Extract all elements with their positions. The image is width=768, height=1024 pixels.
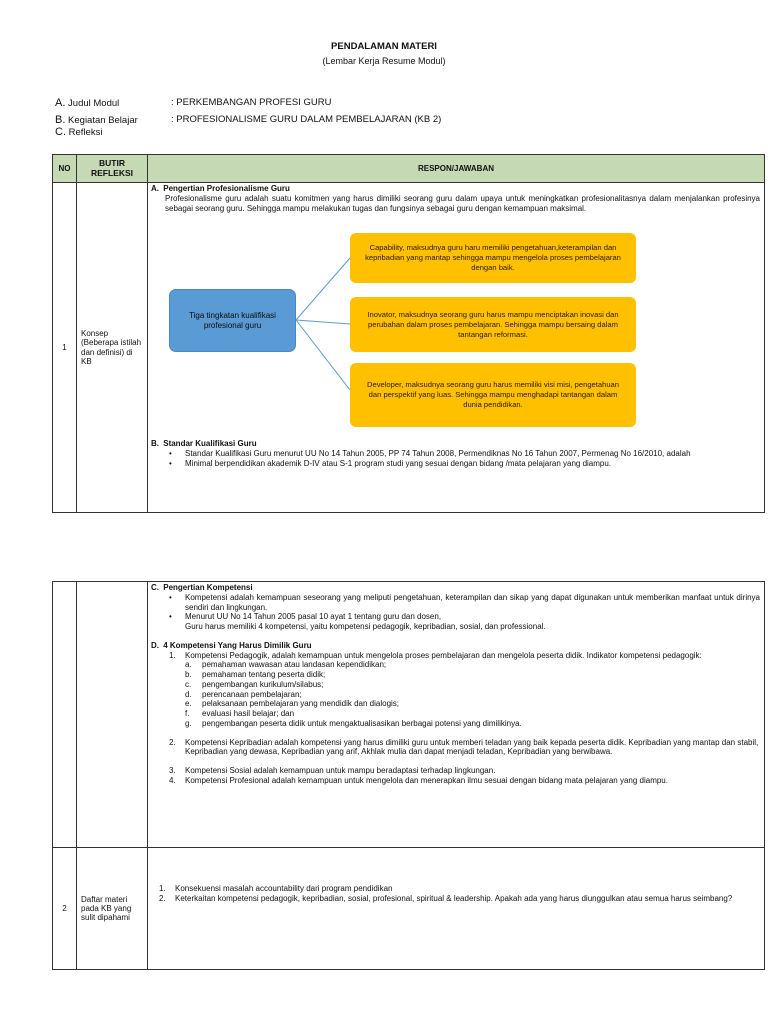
header-butir: BUTIR REFLEKSI [77, 155, 148, 183]
list-item: 1. Konsekuensi masalah accountability dari program pendidikan [159, 883, 393, 893]
list-item: • Standar Kualifikasi Guru menurut UU No 14 Tahun 2005, PP 74 Tahun 2008, Permendiknas No 16 Tahun 2007, Permenag No 16/2010, adalah [185, 449, 760, 459]
difficult-topics-list [151, 884, 760, 904]
list-item: 2. Kompetensi Kepribadian adalah kompetensi yang harus dimiliki guru untuk memberi teladan yang baik kepada peserta didik. Kepribadian yang mantap dan stabil, Kepribadian yang dewasa, Kepribadian yang arif, Akhlak mulia dan dapat menjadi teladan, Kepribadian yang berwibawa. [169, 737, 759, 757]
row-number: 2 [53, 848, 77, 970]
section-paragraph: Profesionalisme guru adalah suatu komitmen yang harus dimiliki seorang guru dalam upaya untuk meningkatkan profesionalitasnya dalam menjalankan profesinya sebagai seorang guru. Sehingga mampu melakukan tugas dan fungsinya sebagai guru dengan kemampuan maksimal. [165, 193, 760, 213]
developer-box: Developer, maksudnya seorang guru harus memiliki visi misi, pengetahuan dan perspektif yang luas. Sehingga mampu menghadapi tantangan dalam dunia pendidikan. [350, 363, 636, 427]
list-item: 1. Kompetensi Pedagogik, adalah kemampuan untuk mengelola proses pembelajaran dan mengelola peserta didik. Indikator kompetensi pedagogik: a. pemahaman wawasan atau landasan kependidikan; b. pemahaman tentang peserta didik; c. pengembangan kurikulum/silabus; d. perencanaan pembelajaran; e. pelaksanaan pembelajaran yang mendidik dan dialogis; f. evaluasi hasil belajar; dan g. pengembangan peserta didik untuk mengaktualisasikan berbagai potensi yang dimilikinya. [185, 651, 760, 729]
page-title: PENDALAMAN MATERI [331, 41, 437, 52]
inovator-box: Inovator, maksudnya seorang guru harus mampu menciptakan inovasi dan perubahan dalam proses pembelajaran. Sehingga mampu bersaing dalam tantangan reformasi. [350, 297, 636, 352]
sub-item: d. perencanaan pembelajaran; [185, 689, 302, 699]
list-item: • Minimal berpendidikan akademik D-IV atau S-1 program studi yang sesuai dengan bidang /mata pelajaran yang diampu. [185, 459, 760, 469]
section-heading: A. Pengertian Profesionalisme Guru [151, 184, 290, 193]
section-heading: D. 4 Kompetensi Yang Harus Dimilik Guru [151, 640, 312, 650]
meta-label: Kegiatan Belajar [68, 115, 138, 126]
competence-list [151, 593, 760, 622]
competence-note: Guru harus memiliki 4 kompetensi, yaitu kompetensi pedagogik, kepribadian, sosial, dan professional. [185, 622, 546, 631]
section-heading: B. Standar Kualifikasi Guru [151, 439, 257, 449]
sub-item: c. pengembangan kurikulum/silabus; [185, 679, 324, 689]
meta-value: : PROFESIONALISME GURU DALAM PEMBELAJARAN (KB 2) [171, 114, 442, 125]
reflection-table-1 [52, 154, 765, 513]
meta-label: Refleksi [68, 127, 103, 138]
pedagogic-indicators [185, 660, 760, 728]
section-heading: C. Pengertian Kompetensi [151, 583, 253, 592]
list-item: 3. Kompetensi Sosial adalah kemampuan untuk mampu beradaptasi terhadap lingkungan. [169, 766, 496, 775]
header-no: NO [53, 155, 77, 183]
header-respon: RESPON/JAWABAN [148, 155, 765, 183]
list-item: 4. Kompetensi Profesional adalah kemampuan untuk mengelola dan menerapkan ilmu sesuai dengan bidang mata pelajaran yang diampu. [169, 775, 668, 785]
sub-item: g. pengembangan peserta didik untuk mengaktualisasikan berbagai potensi yang dimilikinya. [185, 718, 522, 728]
list-item: • Menurut UU No 14 Tahun 2005 pasal 10 ayat 1 tentang guru dan dosen, [185, 612, 760, 622]
competence-types-list [151, 651, 760, 786]
sub-item: a. pemahaman wawasan atau landasan kependidikan; [185, 660, 387, 670]
meta-value: : PERKEMBANGAN PROFESI GURU [171, 97, 332, 108]
reflection-table-2 [52, 581, 765, 970]
row-number: 1 [53, 183, 77, 513]
butir-refleksi: Konsep (Beberapa istilah dan definisi) di KB [77, 183, 148, 513]
qualification-list [151, 449, 760, 469]
butir-refleksi: Daftar materi pada KB yang sulit dipahami [77, 848, 148, 970]
response-cell [148, 848, 765, 970]
sub-item: f. evaluasi hasil belajar; dan [185, 709, 295, 718]
list-item: • Kompetensi adalah kemampuan seseorang yang meliputi pengetahuan, keterampilan dan sikap yang dapat digunakan untuk memberikan manfaat untuk dirinya sendiri dan lingkungan. [185, 593, 760, 613]
capability-box: Capability, maksudnya guru haru memiliki pengetahuan,keterampilan dan kepribadian yang mantap sehingga mampu mengelola proses pembelajaran dengan baik. [350, 233, 636, 283]
center-node: Tiga tingkatan kualifikasi profesional guru [169, 289, 296, 352]
meta-label: Judul Modul [68, 98, 120, 109]
response-cell [148, 183, 765, 513]
meta-letter: A. [55, 97, 66, 109]
meta-letter: C. [55, 126, 66, 138]
list-item: 2. Keterkaitan kompetensi pedagogik, kepribadian, sosial, profesional, spiritual & leadership. Apakah ada yang harus diunggulkan atau semua harus seimbang? [159, 893, 733, 903]
butir-empty [77, 582, 148, 848]
meta-letter: B. [55, 114, 66, 126]
page-subtitle: (Lembar Kerja Resume Modul) [322, 56, 446, 66]
row-number-empty [53, 582, 77, 848]
sub-item: e. pelaksanaan pembelajaran yang mendidik dan dialogis; [185, 699, 400, 709]
response-cell [148, 582, 765, 848]
sub-item: b. pemahaman tentang peserta didik; [185, 670, 326, 679]
qualification-diagram [151, 213, 760, 439]
